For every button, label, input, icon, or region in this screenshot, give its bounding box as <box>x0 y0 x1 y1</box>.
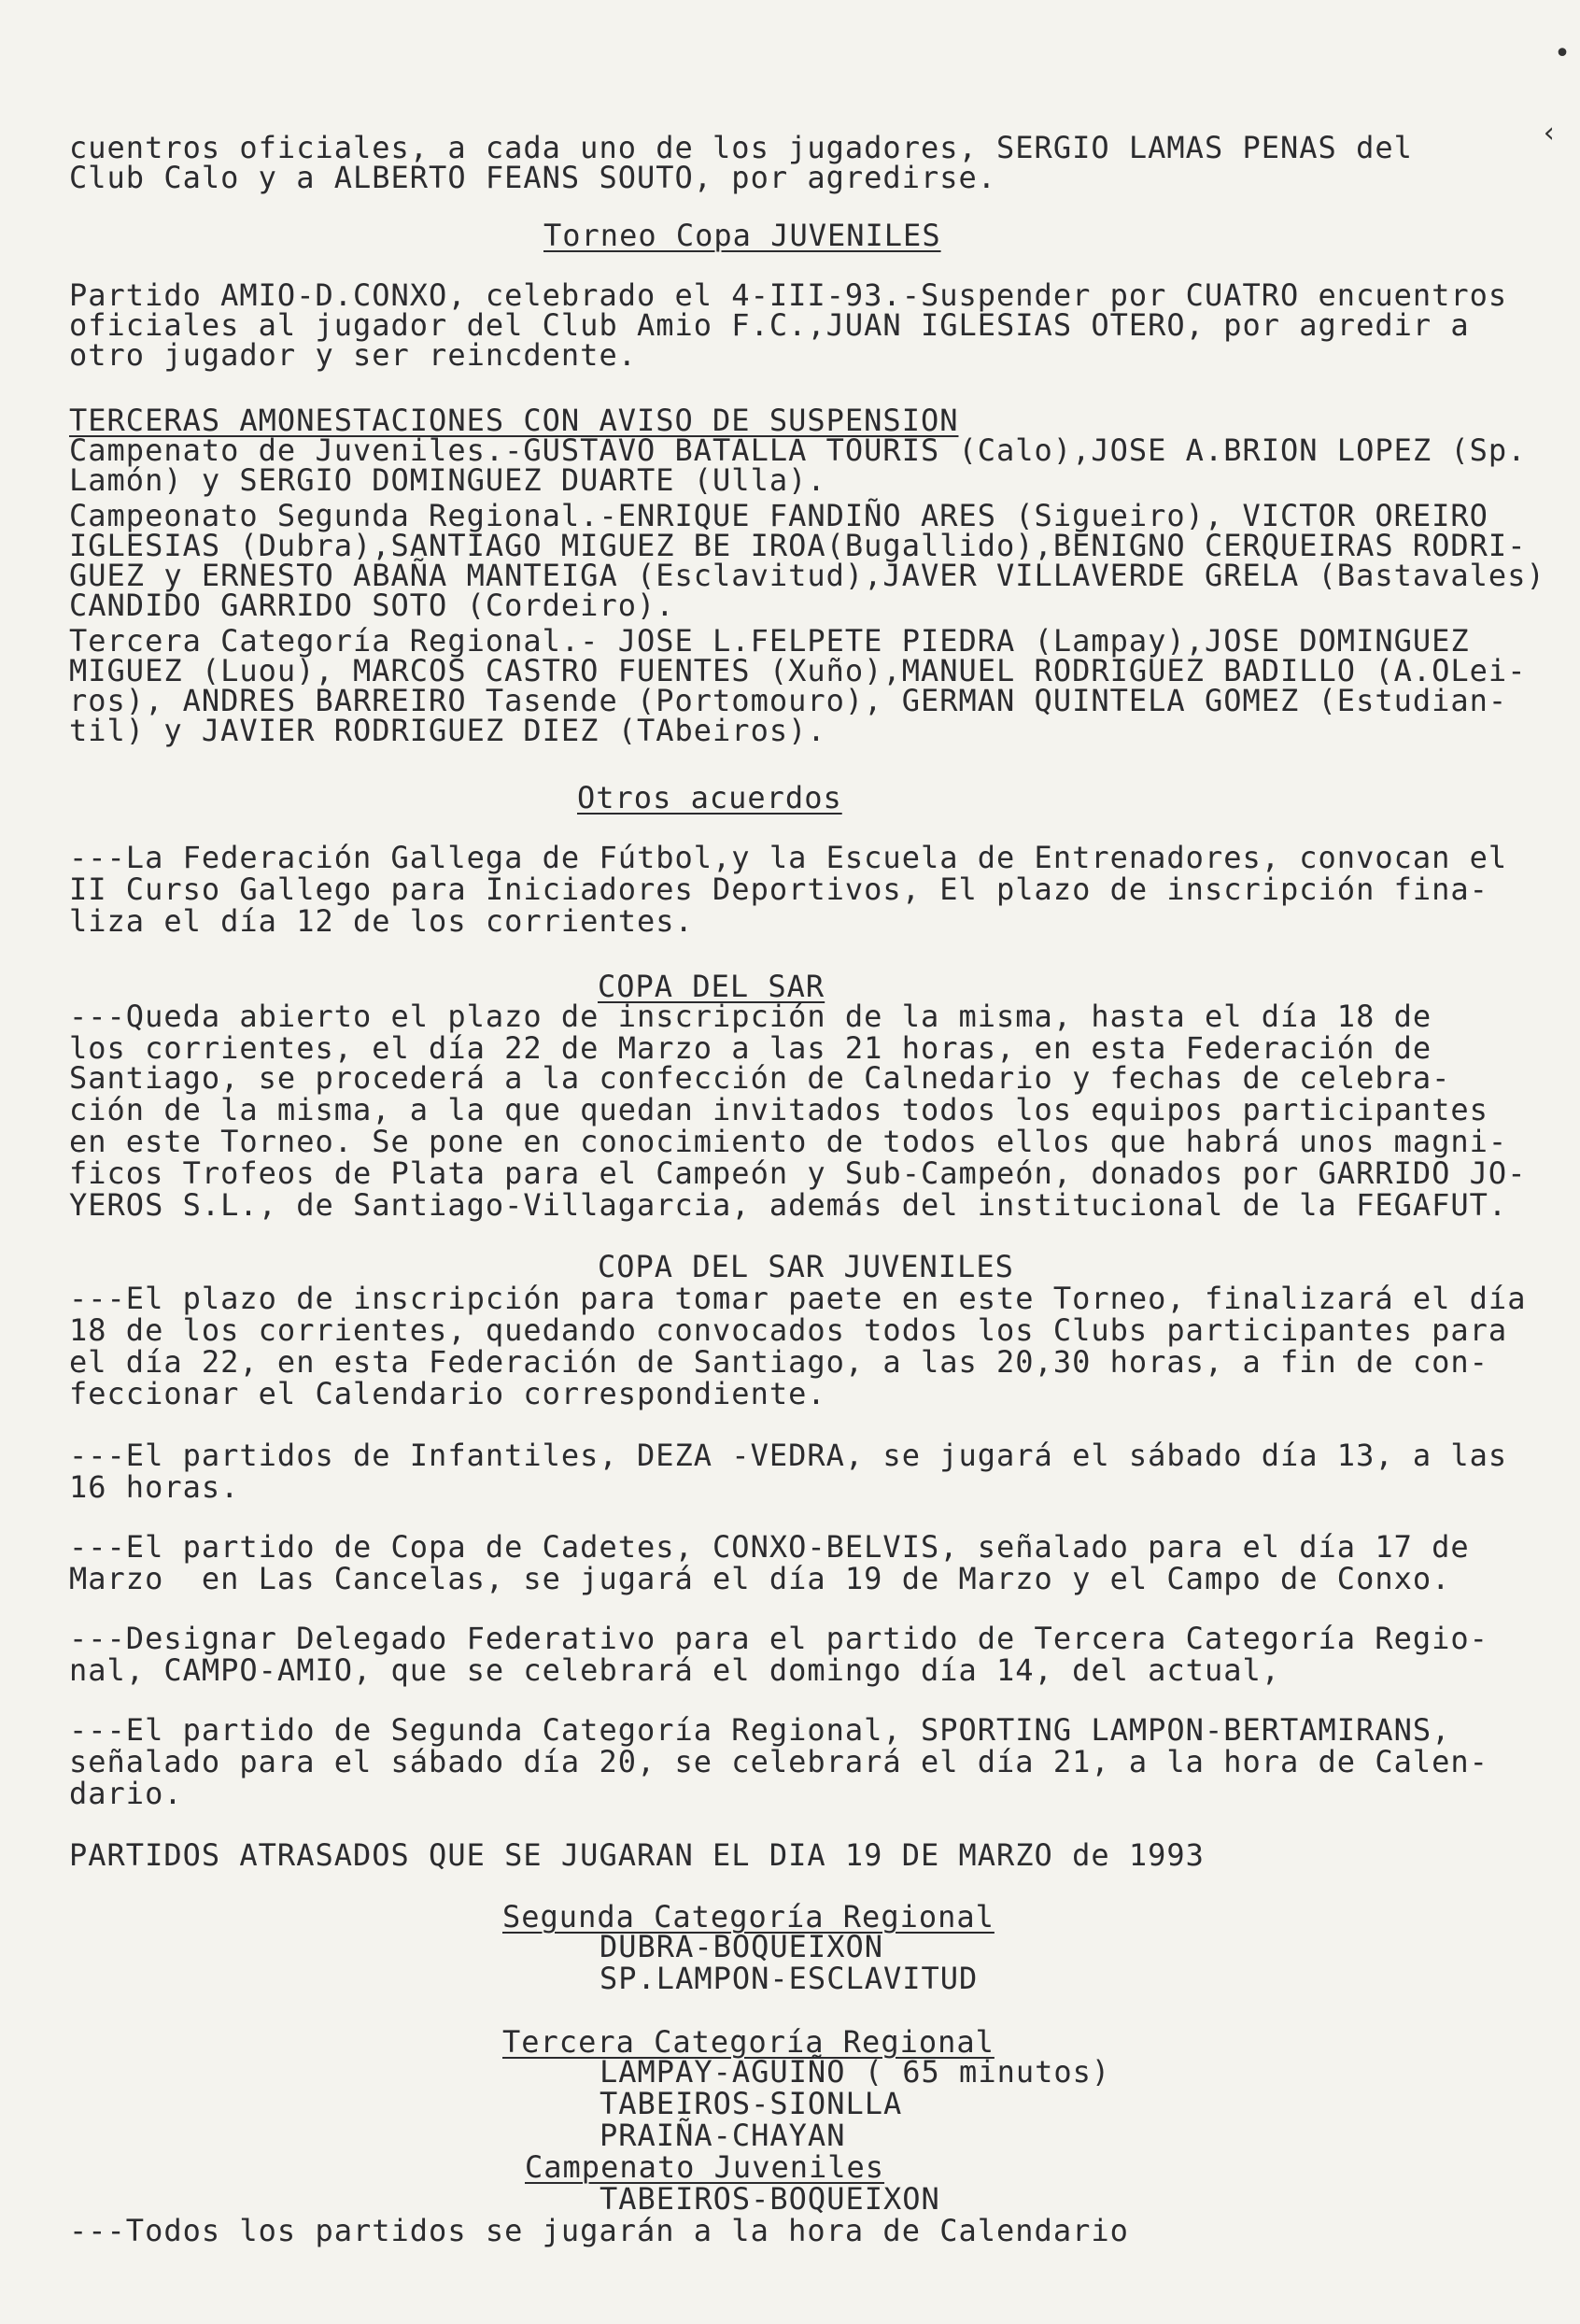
corner-mark: • <box>1554 37 1572 70</box>
copa-sar-line-3: Santiago, se procederá a la confección de Calnedario y fechas de celebra- <box>69 1060 1451 1096</box>
margin-mark: ‹ <box>1541 117 1559 149</box>
segunda-partido-line-3: dario. <box>69 1776 183 1811</box>
intro-line-1: cuentros oficiales, a cada uno de los jugadores, SERGIO LAMAS PENAS del <box>69 130 1413 165</box>
terceras-line-9: ros), ANDRES BARREIRO Tasende (Portomouro), GERMAN QUINTELA GOMEZ (Estudian- <box>69 683 1508 718</box>
copa-sar-line-5: en este Torneo. Se pone en conocimiento de todos ellos que habrá unos magni- <box>69 1124 1508 1159</box>
atrasados-tercera-title: Tercera Categoría Regional <box>502 2024 995 2060</box>
atrasados-segunda-title: Segunda Categoría Regional <box>502 1899 995 1934</box>
atrasados-segunda-match-1: DUBRA-BOQUEIXON <box>600 1929 883 1964</box>
delegado-line-2: nal, CAMPO-AMIO, que se celebrará el domingo día 14, del actual, <box>69 1652 1280 1688</box>
terceras-line-2: Lamón) y SERGIO DOMINGUEZ DUARTE (Ulla). <box>69 462 826 498</box>
atrasados-segunda-match-2: SP.LAMPON-ESCLAVITUD <box>600 1961 979 1996</box>
infantiles-line-2: 16 horas. <box>69 1469 240 1505</box>
terceras-line-8: MIGUEZ (Luou), MARCOS CASTRO FUENTES (Xuño),MANUEL RODRIGUEZ BADILLO (A.OLei- <box>69 653 1527 688</box>
copa-sar-line-4: ción de la misma, a la que quedan invitados todos los equipos participantes <box>69 1092 1488 1127</box>
atrasados-juveniles-title: Campenato Juveniles <box>525 2149 885 2185</box>
copa-sar-line-7: YEROS S.L., de Santiago-Villagarcia, además del institucional de la FEGAFUT. <box>69 1187 1508 1223</box>
copa-sar-juveniles-line-2: 18 de los corrientes, quedando convocados todos los Clubs participantes para <box>69 1312 1508 1348</box>
terceras-title: TERCERAS AMONESTACIONES CON AVISO DE SUSPENSION <box>69 403 959 438</box>
infantiles-line-1: ---El partidos de Infantiles, DEZA -VEDRA, se jugará el sábado día 13, a las <box>69 1438 1508 1473</box>
otros-line-1: ---La Federación Gallega de Fútbol,y la Escuela de Entrenadores, convocan el <box>69 840 1508 875</box>
atrasados-tercera-match-2: TABEIROS-SIONLLA <box>600 2086 903 2121</box>
delegado-line-1: ---Designar Delegado Federativo para el partido de Tercera Categoría Regio- <box>69 1621 1488 1656</box>
copa-sar-juveniles-line-4: feccionar el Calendario correspondiente. <box>69 1376 826 1411</box>
terceras-line-3: Campeonato Segunda Regional.-ENRIQUE FANDIÑO ARES (Sigueiro), VICTOR OREIRO <box>69 498 1488 533</box>
torneo-juveniles-line-2: oficiales al jugador del Club Amio F.C.,JUAN IGLESIAS OTERO, por agredir a <box>69 307 1470 343</box>
otros-line-3: liza el día 12 de los corrientes. <box>69 903 694 939</box>
terceras-line-10: til) y JAVIER RODRIGUEZ DIEZ (TAbeiros). <box>69 713 826 748</box>
copa-sar-line-1: ---Queda abierto el plazo de inscripción de la misma, hasta el día 18 de <box>69 999 1432 1034</box>
terceras-line-5: GUEZ y ERNESTO ABAÑA MANTEIGA (Esclavitud),JAVER VILLAVERDE GRELA (Bastavales) <box>69 558 1545 593</box>
torneo-juveniles-title: Torneo Copa JUVENILES <box>543 218 941 253</box>
intro-line-2: Club Calo y a ALBERTO FEANS SOUTO, por agredirse. <box>69 160 997 195</box>
segunda-partido-line-1: ---El partido de Segunda Categoría Regional, SPORTING LAMPON-BERTAMIRANS, <box>69 1712 1451 1748</box>
torneo-juveniles-line-3: otro jugador y ser reincdente. <box>69 337 637 373</box>
cadetes-line-1: ---El partido de Copa de Cadetes, CONXO-BELVIS, señalado para el día 17 de <box>69 1529 1470 1565</box>
terceras-line-7: Tercera Categoría Regional.- JOSE L.FELPETE PIEDRA (Lampay),JOSE DOMINGUEZ <box>69 623 1470 659</box>
torneo-juveniles-line-1: Partido AMIO-D.CONXO, celebrado el 4-III-93.-Suspender por CUATRO encuentros <box>69 277 1508 313</box>
atrasados-juveniles-match-1: TABEIROS-BOQUEIXON <box>600 2181 940 2217</box>
atrasados-footer: ---Todos los partidos se jugarán a la hora de Calendario <box>69 2213 1129 2248</box>
copa-sar-line-6: ficos Trofeos de Plata para el Campeón y Sub-Campeón, donados por GARRIDO JO- <box>69 1155 1527 1191</box>
atrasados-tercera-match-1: LAMPAY-AGUIÑO ( 65 minutos) <box>600 2054 1111 2090</box>
copa-sar-juveniles-title: COPA DEL SAR JUVENILES <box>598 1249 1014 1284</box>
terceras-line-1: Campenato de Juveniles.-GUSTAVO BATALLA TOURIS (Calo),JOSE A.BRION LOPEZ (Sp. <box>69 432 1527 468</box>
atrasados-title: PARTIDOS ATRASADOS QUE SE JUGARAN EL DIA 19 DE MARZO de 1993 <box>69 1837 1205 1873</box>
terceras-line-4: IGLESIAS (Dubra),SANTIAGO MIGUEZ BE IROA(Bugallido),BENIGNO CERQUEIRAS RODRI- <box>69 528 1527 563</box>
atrasados-tercera-match-3: PRAIÑA-CHAYAN <box>600 2118 846 2153</box>
terceras-line-6: CANDIDO GARRIDO SOTO (Cordeiro). <box>69 588 675 623</box>
copa-sar-line-2: los corrientes, el día 22 de Marzo a las 21 horas, en esta Federación de <box>69 1030 1432 1066</box>
copa-sar-juveniles-line-3: el día 22, en esta Federación de Santiago, a las 20,30 horas, a fin de con- <box>69 1344 1488 1380</box>
copa-sar-title: COPA DEL SAR <box>598 969 825 1004</box>
otros-line-2: II Curso Gallego para Iniciadores Deportivos, El plazo de inscripción fina- <box>69 872 1488 907</box>
cadetes-line-2: Marzo en Las Cancelas, se jugará el día 19 de Marzo y el Campo de Conxo. <box>69 1561 1451 1596</box>
otros-title: Otros acuerdos <box>577 780 842 815</box>
copa-sar-juveniles-line-1: ---El plazo de inscripción para tomar paete en este Torneo, finalizará el día <box>69 1281 1527 1316</box>
segunda-partido-line-2: señalado para el sábado día 20, se celebrará el día 21, a la hora de Calen- <box>69 1744 1488 1779</box>
